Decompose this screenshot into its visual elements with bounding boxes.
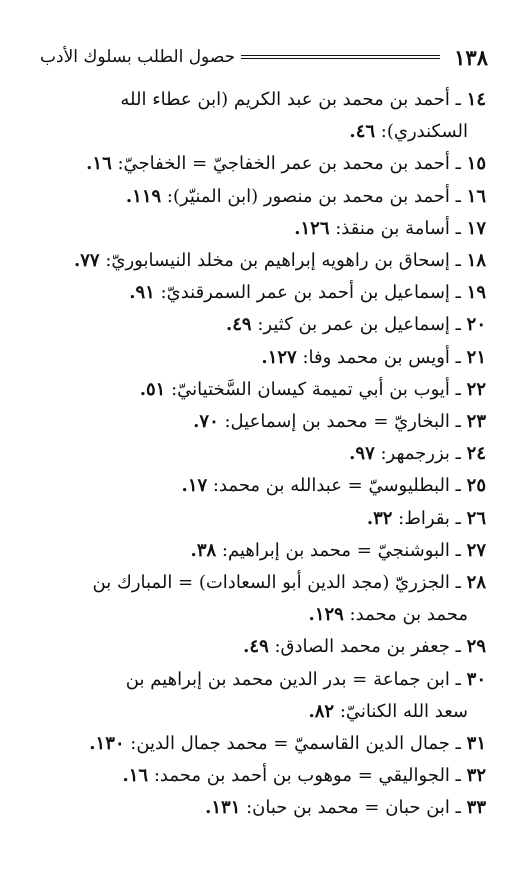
entry-separator: ـ — [449, 668, 467, 690]
index-entry — [64, 181, 486, 213]
index-entry — [64, 470, 486, 502]
entry-page-ref: ٥١. — [139, 378, 166, 400]
entry-text: إسماعيل بن أحمد بن عمر السمرقنديّ: — [154, 282, 450, 304]
entry-page-ref: ٧٠. — [193, 411, 219, 433]
entry-number: ٢٨ — [466, 572, 486, 594]
entry-number: ٢٦ — [466, 507, 486, 529]
entry-text: أويس بن محمد وفا: — [296, 346, 450, 368]
entry-text: أحمد بن محمد بن عمر الخفاجيّ = الخفاجيّ: — [111, 153, 450, 175]
entry-text: إسحاق بن راهويه إبراهيم بن مخلد النيسابوريّ: — [99, 250, 450, 272]
entry-text: جمال الدين القاسميّ = محمد جمال الدين: — [124, 733, 450, 755]
entry-number: ١٩ — [466, 282, 486, 304]
index-entry — [64, 567, 486, 631]
entry-page-ref: ١٣١. — [205, 797, 241, 819]
page-header — [40, 42, 488, 72]
entry-separator: ـ — [449, 733, 467, 755]
index-entry — [64, 631, 486, 663]
entry-separator: ـ — [449, 89, 467, 110]
entry-continuation — [64, 696, 486, 728]
index-entry — [64, 342, 486, 374]
index-entry — [64, 664, 486, 728]
entry-text-line2: محمد بن محمد: — [343, 604, 468, 626]
index-entry — [64, 213, 486, 245]
entry-number: ٢٤ — [466, 443, 486, 465]
index-entry — [64, 148, 486, 180]
entry-number: ٣٠ — [466, 668, 486, 690]
running-title: حصول الطلب بسلوك الأدب — [40, 47, 236, 67]
entry-text: البوشنجيّ = محمد بن إبراهيم: — [216, 539, 450, 561]
index-entry — [64, 84, 486, 148]
entry-separator: ـ — [449, 185, 467, 207]
entry-page-ref: ٣٨. — [190, 539, 217, 561]
entry-text: البطليوسيّ = عبدالله بن محمد: — [207, 475, 450, 497]
entry-page-ref: ٩١. — [129, 282, 155, 304]
entry-page-ref: ١٢٦. — [294, 217, 330, 239]
entry-separator: ـ — [449, 475, 467, 497]
entry-text: جعفر بن محمد الصادق: — [268, 636, 450, 658]
entry-continuation — [64, 599, 486, 631]
entry-separator: ـ — [449, 217, 467, 239]
index-entry — [64, 438, 486, 470]
entry-number: ٣٣ — [466, 797, 486, 819]
index-entry — [64, 728, 486, 760]
index-entry — [64, 245, 486, 277]
entry-number: ٢٣ — [466, 411, 486, 433]
entry-separator: ـ — [449, 507, 467, 529]
entry-page-ref: ١٧. — [181, 475, 208, 497]
entry-separator: ـ — [449, 797, 467, 819]
entry-separator: ـ — [449, 250, 467, 272]
index-entry — [64, 792, 486, 824]
entry-text-line1: أحمد بن محمد بن عبد الكريم (ابن عطاء الله — [120, 89, 450, 110]
index-entry — [64, 503, 486, 535]
entry-text: أحمد بن محمد بن منصور (ابن المنيّر): — [161, 185, 450, 207]
entry-text-line2: السكندري): — [375, 121, 468, 143]
entry-page-ref: ٧٧. — [73, 250, 100, 272]
entry-number: ١٨ — [466, 250, 486, 272]
entry-text: أسامة بن منقذ: — [329, 217, 450, 239]
entry-text: البخاريّ = محمد بن إسماعيل: — [218, 411, 450, 433]
entry-number: ١٧ — [466, 217, 486, 239]
entry-separator: ـ — [449, 411, 467, 433]
entry-separator: ـ — [449, 282, 467, 304]
entry-number: ٢٠ — [466, 314, 486, 336]
entry-page-ref: ٤٦. — [349, 121, 376, 143]
index-entry — [64, 309, 486, 341]
entry-separator: ـ — [449, 572, 467, 594]
entry-number: ٢٩ — [466, 636, 486, 658]
entry-page-ref: ٣٢. — [366, 507, 393, 529]
entry-page-ref: ٨٢. — [308, 700, 335, 722]
index-entry — [64, 374, 486, 406]
header-rule — [241, 55, 440, 59]
index-entry — [64, 760, 486, 792]
entry-separator: ـ — [449, 346, 467, 368]
entry-separator: ـ — [449, 314, 467, 336]
entry-number: ١٤ — [466, 89, 486, 110]
index-entry-list — [64, 84, 486, 825]
entry-number: ٢٢ — [466, 378, 486, 400]
entry-number: ١٥ — [466, 153, 486, 175]
index-entry — [64, 277, 486, 309]
index-entry — [64, 535, 486, 567]
entry-text-line2: سعد الله الكنانيّ: — [334, 700, 468, 722]
entry-page-ref: ١٢٧. — [261, 346, 297, 368]
entry-number: ٣١ — [466, 733, 486, 755]
entry-text-line1: ابن جماعة = بدر الدين محمد بن إبراهيم بن — [125, 668, 450, 690]
entry-continuation — [64, 116, 486, 148]
entry-page-ref: ١٢٩. — [308, 604, 344, 626]
page-number: ١٣٨ — [454, 44, 488, 70]
entry-page-ref: ٤٩. — [243, 636, 269, 658]
entry-separator: ـ — [449, 636, 467, 658]
entry-text: الجواليقي = موهوب بن أحمد بن محمد: — [148, 765, 450, 787]
entry-separator: ـ — [449, 443, 467, 465]
entry-number: ٢٧ — [466, 539, 486, 561]
entry-number: ٢١ — [466, 346, 486, 368]
entry-separator: ـ — [449, 765, 467, 787]
entry-text-line1: الجزريّ (مجد الدين أبو السعادات) = المبارك بن — [92, 572, 450, 594]
entry-separator: ـ — [449, 153, 467, 175]
entry-text: بزرجمهر: — [374, 443, 450, 465]
index-entry — [64, 406, 486, 438]
entry-separator: ـ — [449, 378, 467, 400]
entry-text: إسماعيل بن عمر بن كثير: — [251, 314, 450, 336]
entry-page-ref: ١١٩. — [125, 185, 162, 207]
entry-number: ١٦ — [466, 185, 486, 207]
entry-page-ref: ٩٧. — [349, 443, 375, 465]
entry-text: بقراط: — [392, 507, 450, 529]
entry-text: ابن حبان = محمد بن حبان: — [240, 797, 450, 819]
entry-number: ٣٢ — [466, 765, 486, 787]
entry-page-ref: ١٦. — [122, 765, 149, 787]
entry-page-ref: ١٣٠. — [89, 733, 125, 755]
entry-page-ref: ١٦. — [86, 153, 112, 175]
entry-page-ref: ٤٩. — [225, 314, 252, 336]
entry-text: أيوب بن أبي تميمة كيسان السَّختيانيّ: — [165, 378, 450, 400]
entry-separator: ـ — [449, 539, 467, 561]
entry-number: ٢٥ — [466, 475, 486, 497]
